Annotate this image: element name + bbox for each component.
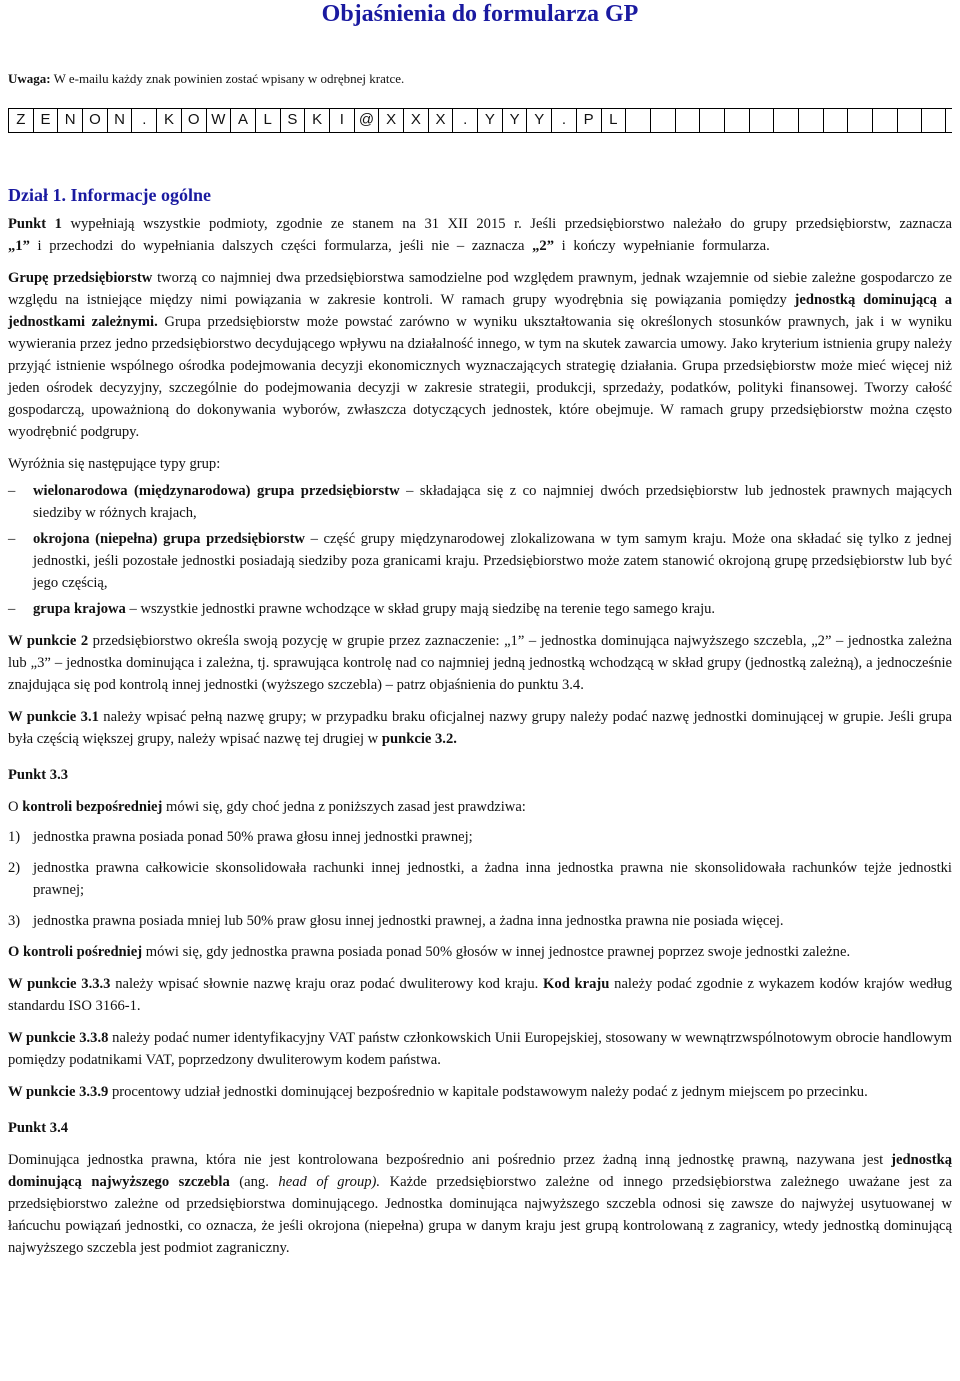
email-grid-cell: X [428,109,453,132]
email-grid-cell [675,109,700,132]
email-grid-cell: X [403,109,428,132]
punkt-3-4-heading [8,1117,952,1139]
type-desc: – wszystkie jednostki prawne wchodzące w skład grupy mają siedzibę na terenie tego samego kraju. [125,601,716,617]
types-intro: Wyróżnia się następujące typy grup: [8,456,221,472]
p2-bold-c: jednostką dominującą a jednostkami zależnymi. [8,292,952,330]
email-grid-cell: N [107,109,132,132]
email-grid-cell: W [206,109,231,132]
rule-text: jednostka prawna posiada mniej lub 50% praw głosu innej jednostki prawnej, a żadna inna jednostka prawna nie posiada więcej. [33,913,784,929]
email-grid-cell: . [452,109,477,132]
rule-number: 2) [8,860,21,876]
email-grid-cell [773,109,798,132]
email-grid-cell: S [280,109,305,132]
email-grid-cell: . [131,109,156,132]
paragraph-punkt-3-1 [8,706,952,750]
p7-text-d: należy podać zgodnie z wykazem kodów krajów według standardu ISO 3166-1. [8,976,953,1014]
email-grid-cell: . [551,109,576,132]
p1-text-d: i przechodzi do wypełniania dalszych części formularza, jeśli nie – zaznacza [29,238,533,254]
kod-kraju-term: Kod kraju [543,976,610,992]
p7-text-b: należy wpisać słownie nazwę kraju oraz podać dwuliterowy kod kraju. [110,976,544,992]
p10-text-e: Każde przedsiębiorstwo zależne od innego przedsiębiorstwa zależnego uważane jest za przedsiębiorstwo zależne od przedsiębiorstwa dominującego. Jednostka dominująca najwyższego szczebla odnosi się zawsze do najwyżej usytuowanej w łańcuchu powiązań jednostki, co oznacza, że jeśli okrojona (niepełna) grupa w danym kraju jest grupą kontrolowaną z zagranicy, wtedy jednostką dominującą najwyższego szczebla jest podmiot zagraniczny. [8,1174,952,1256]
head-of-group-english: head of group). [278,1174,381,1190]
email-grid-cell: Z [8,109,33,132]
email-grid-cell [897,109,922,132]
p6-text: mówi się, gdy jednostka prawna posiada ponad 50% głosów w innej jednostce prawnej poprzez swoje jednostki zależne. [142,944,851,960]
email-grid-cell [625,109,650,132]
list-item [8,910,952,932]
email-grid-cell: I [329,109,354,132]
email-grid-cell [872,109,897,132]
email-grid-cell: Y [526,109,551,132]
paragraph-punkt-3-4 [8,1149,952,1259]
type-name: wielonarodowa (międzynarodowa) grupa przedsiębiorstw [33,483,400,499]
email-grid-cell [724,109,749,132]
paragraph-punkt-3-3-8 [8,1027,952,1071]
paragraph-punkt-3-3-3 [8,973,952,1017]
punkt-1-label: Punkt 1 [8,216,62,232]
type-name: grupa krajowa [33,601,126,617]
paragraph-grupa [8,267,952,443]
email-grid-cell: P [576,109,601,132]
list-item [8,528,952,594]
grupa-term: Grupę przedsiębiorstw [8,270,153,286]
email-grid-cell [847,109,872,132]
email-grid-cell [921,109,946,132]
list-item [8,857,952,901]
punkt-3-3-3-label: W punkcie 3.3.3 [8,976,111,992]
email-grid-cell: Y [477,109,502,132]
email-grid-cell: A [230,109,255,132]
p9-text: procentowy udział jednostki dominującej bezpośrednio w kapitale podstawowym należy podać z jednym miejscem po przecinku. [108,1084,868,1100]
email-grid-cell: L [601,109,626,132]
paragraph-punkt-2 [8,630,952,696]
email-grid-cell [823,109,848,132]
email-grid-cell: Y [502,109,527,132]
email-grid-cell [650,109,675,132]
email-grid-cell: K [156,109,181,132]
document-page [8,0,952,1259]
punkt-3-3-8-label: W punkcie 3.3.8 [8,1030,109,1046]
email-grid-cell: K [304,109,329,132]
email-grid-cell: N [57,109,82,132]
document-title: Objaśnienia do formularza GP [321,1,639,27]
rule-number: 3) [8,913,21,929]
punkt-3-2-label: punkcie 3.2. [381,731,457,747]
email-grid-cell [699,109,724,132]
rule-number: 1) [8,829,21,845]
rule-text: jednostka prawna posiada ponad 50% prawa głosu innej jednostki prawnej; [33,829,473,845]
type-desc: – część grupy międzynarodowej zlokalizowana w tym samym kraju. Może ona składać się tylko z jednej jednostki, jeśli pozostałe jednostki posiadają siedziby poza granicami kraju. Przedsiębiorstwo może zatem stanowić okrojoną grupę przedsiębiorstw lub być jego częścią, [33,531,952,591]
p1-option-2: „2” [532,238,554,254]
p3-text: przedsiębiorstwo określa swoją pozycję w grupie przez zaznaczenie: „1” – jednostka dominująca najwyższego szczebla, „2” – jednostka zależna lub „3” – jednostka dominująca i zależna, tj. sprawująca kontrolę nad co najmniej jedną jednostką wchodzącą w skład grupy (jednostką zależną), a jednocześnie znajdująca się pod kontrolą innej jednostki (wyższego szczebla) – patrz objaśnienia do punktu 3.4. [8,633,952,693]
email-grid-cell: E [33,109,58,132]
p5-text-c: mówi się, gdy choć jedna z poniższych zasad jest prawdziwa: [162,799,526,815]
head-of-group-term: jednostką dominującą najwyższego szczebla [8,1152,952,1190]
list-item [8,598,952,620]
email-grid-cell: O [82,109,107,132]
email-grid-cell [798,109,823,132]
p8-text: należy podać numer identyfikacyjny VAT państw członkowskich Unii Europejskiej, stosowany w wewnątrzwspólnotowym obrocie handlowym pomiędzy podatnikami VAT, poprzedzony dwuliterowym kodem państwa. [8,1030,953,1068]
list-item [8,480,952,524]
note-label: Uwaga: [8,71,51,86]
section-heading: Dział 1. Informacje ogólne [8,185,211,205]
punkt-3-3-label: Punkt 3.3 [8,767,69,783]
rule-text: jednostka prawna całkowicie skonsolidowała rachunki innej jednostki, a żadna inna jednostka prawna nie skonsolidowała rachunków tejże jednostki prawnej; [33,860,952,898]
list-item [8,826,952,848]
punkt-3-3-heading [8,764,952,786]
punkt-2-label: W punkcie 2 [8,633,89,649]
punkt-3-3-9-label: W punkcie 3.3.9 [8,1084,109,1100]
p10-text-a: Dominująca jednostka prawna, która nie jest kontrolowana bezpośrednio ani pośrednio przez żadną inną jednostkę prawną, nazywana jest [8,1152,892,1168]
paragraph-kontrola-posrednia [8,941,952,963]
p2-text-d: Grupa przedsiębiorstw może powstać zarówno w wyniku ukształtowania się określonych stosunków prawnych, jak i w wyniku wywierania przez jedno przedsiębiorstwo decydującego wpływu na działalność innego, w tym na skutek zawarcia umowy. Jako kryterium istnienia grupy należy przyjąć istnienie wspólnego ośrodka podejmowania decyzji ekonomicznych wyznaczających strategię działania. Grupa przedsiębiorstw może mieć więcej niż jeden ośrodek decyzyjny, szczególnie do podejmowania decyzji w zakresie strategii, produkcji, sprzedaży, podatków, polityki finansowej. Tworzy całość gospodarczą, upoważnioną do dokonywania wyborów, zwłaszcza dotyczących jednostek, które obejmuje. W ramach grupy przedsiębiorstw można często wyodrębnić podgrupy. [8,314,952,440]
p2-text-b: tworzą co najmniej dwa przedsiębiorstwa samodzielne pod względem prawnym, jednak wzajemnie od siebie zależne gospodarczo ze względu na istniejące między nimi powiązania w zakresie kontroli. W ramach grupy wyodrębnia się powiązania pomiędzy [8,270,952,308]
type-name: okrojona (niepełna) grupa przedsiębiorstw [33,531,305,547]
email-grid-cell [749,109,774,132]
type-desc: – składająca się z co najmniej dwóch przedsiębiorstw lub jednostek prawnych mających siedziby w różnych krajach, [33,483,953,521]
email-note [8,70,952,88]
punkt-3-4-label: Punkt 3.4 [8,1120,69,1136]
paragraph-kontrola-bezposrednia [8,796,952,818]
kontrola-bezposrednia-term: kontroli bezpośredniej [22,799,163,815]
email-character-grid [8,108,952,133]
p10-text-c: (ang. [229,1174,279,1190]
email-grid-cell: @ [354,109,379,132]
email-grid-cell: X [378,109,403,132]
paragraph-punkt-3-3-9 [8,1081,952,1103]
p4-text: należy wpisać pełną nazwę grupy; w przypadku braku oficjalnej nazwy grupy należy podać nazwę jednostki dominującej w grupie. Jeśli grupa była częścią większej grupy, należy wpisać nazwę tej drugiej w [8,709,952,747]
kontrola-posrednia-term: O kontroli pośredniej [8,944,143,960]
p5-text-a: O [8,799,23,815]
punkt-3-1-label: W punkcie 3.1 [8,709,99,725]
types-list [8,480,952,620]
p1-text-b: wypełniają wszystkie podmioty, zgodnie ze stanem na 31 XII 2015 r. Jeśli przedsiębiorstwo należało do grupy przedsiębiorstw, zaznacza [61,216,952,232]
email-grid-cell: O [181,109,206,132]
rules-list [8,826,952,932]
p1-option-1: „1” [8,238,30,254]
email-grid-cell: L [255,109,280,132]
p1-text-f: i kończy wypełnianie formularza. [554,238,770,254]
note-text: W e-mailu każdy znak powinien zostać wpisany w odrębnej kratce. [50,71,405,86]
paragraph-punkt-1 [8,213,952,257]
